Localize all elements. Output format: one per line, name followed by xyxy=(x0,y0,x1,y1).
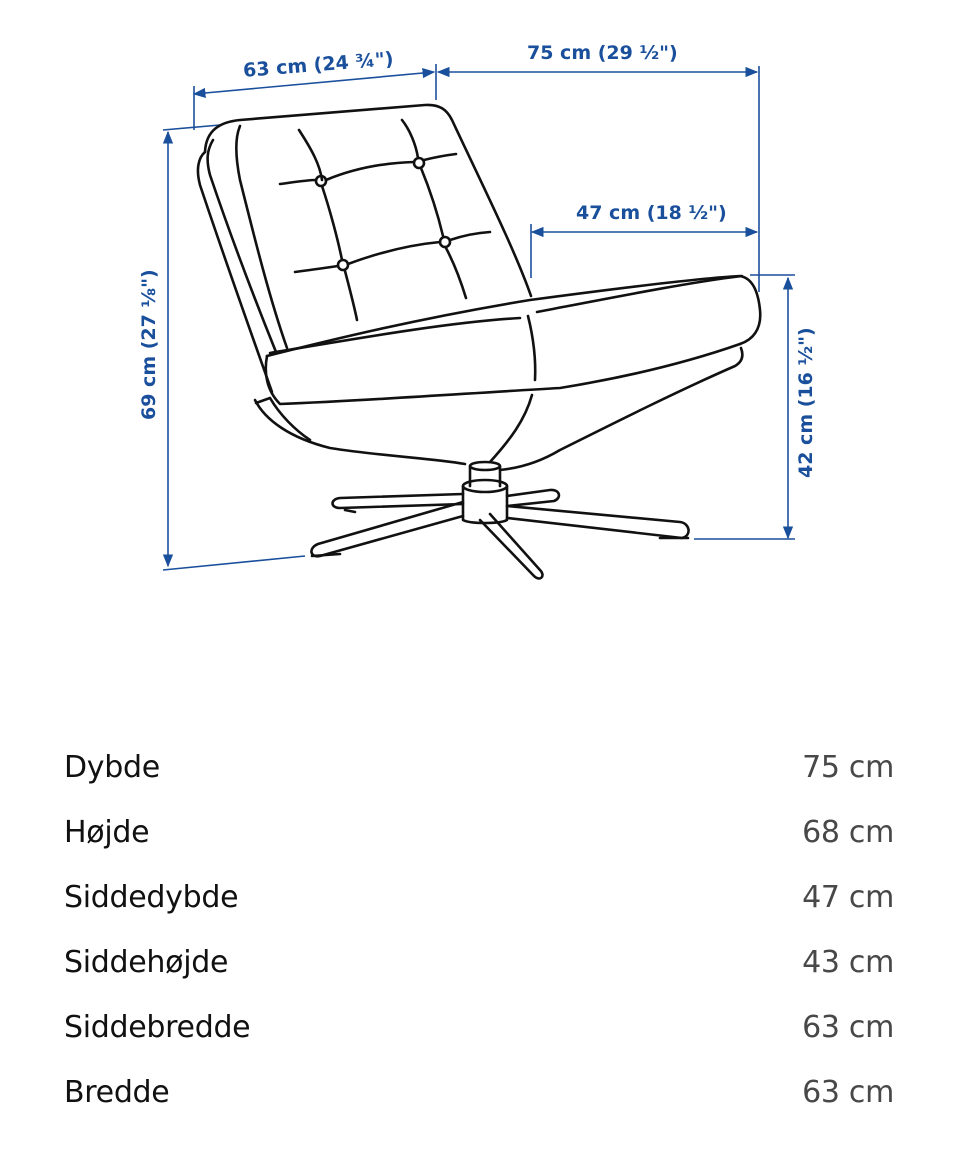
spec-value: 43 cm xyxy=(802,945,894,980)
spec-row-seat-height xyxy=(64,930,894,995)
chair-outline xyxy=(198,105,760,579)
spec-row-height xyxy=(64,800,894,865)
dimension-seat-height-label: 42 cm (16 ½") xyxy=(795,327,817,478)
dimension-seat-depth-label: 47 cm (18 ½") xyxy=(576,202,727,224)
spec-row-width xyxy=(64,1060,894,1125)
spec-value: 63 cm xyxy=(802,1075,894,1110)
dimension-depth-label: 75 cm (29 ½") xyxy=(527,42,678,64)
spec-name: Bredde xyxy=(64,1075,170,1110)
spec-row-seat-depth xyxy=(64,865,894,930)
spec-value: 63 cm xyxy=(802,1010,894,1045)
spec-value: 75 cm xyxy=(802,750,894,785)
dimension-spec-list xyxy=(64,735,894,1125)
spec-row-seat-width xyxy=(64,995,894,1060)
spec-value: 47 cm xyxy=(802,880,894,915)
dimension-lines xyxy=(163,64,795,570)
spec-name: Dybde xyxy=(64,750,160,785)
spec-name: Siddehøjde xyxy=(64,945,229,980)
spec-value: 68 cm xyxy=(802,815,894,850)
dimension-width-label: 63 cm (24 ¾") xyxy=(242,48,395,82)
dimension-height-label: 69 cm (27 ⅛") xyxy=(138,269,160,420)
spec-row-depth xyxy=(64,735,894,800)
spec-name: Højde xyxy=(64,815,150,850)
spec-name: Siddedybde xyxy=(64,880,239,915)
spec-name: Siddebredde xyxy=(64,1010,251,1045)
